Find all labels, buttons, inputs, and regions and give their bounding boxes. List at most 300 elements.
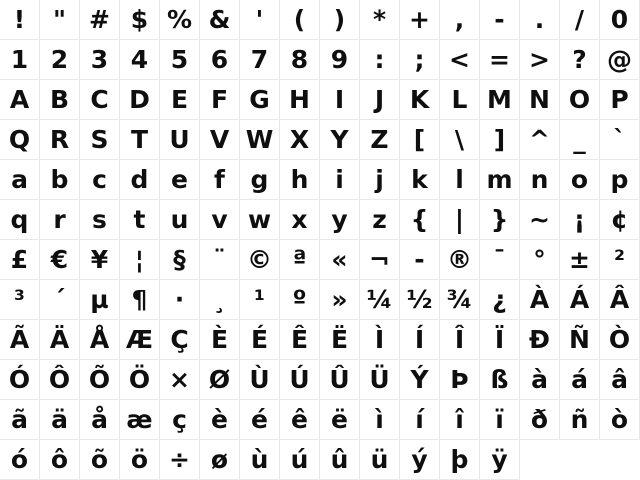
- glyph-cell[interactable]: [80, 360, 120, 400]
- glyph: D: [129, 85, 150, 114]
- glyph: ?: [572, 45, 587, 74]
- glyph-cell[interactable]: [280, 0, 320, 40]
- glyph-cell[interactable]: [360, 240, 400, 280]
- glyph-cell[interactable]: [560, 360, 600, 400]
- glyph-cell[interactable]: [280, 200, 320, 240]
- glyph-cell[interactable]: [520, 0, 560, 40]
- glyph-cell[interactable]: [480, 40, 520, 80]
- glyph-cell[interactable]: [520, 400, 560, 440]
- glyph-cell[interactable]: [120, 400, 160, 440]
- glyph: N: [529, 85, 550, 114]
- glyph-cell[interactable]: [320, 80, 360, 120]
- glyph: â: [611, 365, 628, 394]
- glyph: t: [133, 205, 146, 234]
- glyph-cell[interactable]: [400, 320, 440, 360]
- glyph: (: [293, 5, 306, 34]
- glyph: ×: [169, 365, 190, 394]
- glyph-cell[interactable]: [440, 40, 480, 80]
- glyph-cell[interactable]: [440, 400, 480, 440]
- glyph-cell[interactable]: [120, 320, 160, 360]
- glyph: Á: [569, 285, 590, 314]
- glyph-cell[interactable]: [0, 240, 40, 280]
- glyph: B: [49, 85, 70, 114]
- glyph: #: [89, 5, 110, 34]
- glyph-cell[interactable]: [120, 440, 160, 480]
- glyph-cell[interactable]: [0, 320, 40, 360]
- glyph-cell[interactable]: [80, 280, 120, 320]
- glyph-cell[interactable]: [400, 0, 440, 40]
- glyph: $: [130, 5, 149, 34]
- glyph-cell[interactable]: [40, 400, 80, 440]
- glyph-cell[interactable]: [0, 80, 40, 120]
- glyph-cell[interactable]: [360, 360, 400, 400]
- glyph: E: [170, 85, 189, 114]
- glyph-cell[interactable]: [560, 80, 600, 120]
- glyph-cell[interactable]: [560, 120, 600, 160]
- glyph-cell[interactable]: [440, 240, 480, 280]
- glyph-cell[interactable]: [160, 80, 200, 120]
- glyph-cell[interactable]: [200, 280, 240, 320]
- glyph-cell[interactable]: [600, 80, 640, 120]
- glyph-cell[interactable]: [240, 80, 280, 120]
- glyph-cell[interactable]: [520, 200, 560, 240]
- glyph: ¯: [493, 245, 506, 274]
- glyph: ½: [406, 285, 433, 314]
- glyph: a: [11, 165, 28, 194]
- glyph-cell[interactable]: [560, 40, 600, 80]
- glyph-cell[interactable]: [520, 360, 560, 400]
- glyph-cell[interactable]: [280, 320, 320, 360]
- glyph-cell[interactable]: [240, 320, 280, 360]
- glyph-cell[interactable]: [80, 440, 120, 480]
- glyph-cell[interactable]: [280, 400, 320, 440]
- glyph-cell[interactable]: [160, 320, 200, 360]
- glyph-cell[interactable]: [120, 360, 160, 400]
- glyph: ±: [569, 245, 590, 274]
- glyph-cell[interactable]: [240, 280, 280, 320]
- glyph-cell[interactable]: [600, 240, 640, 280]
- glyph: ù: [250, 445, 269, 474]
- glyph-cell[interactable]: [200, 80, 240, 120]
- glyph-cell[interactable]: [280, 240, 320, 280]
- glyph-cell[interactable]: [40, 280, 80, 320]
- glyph: \: [454, 125, 465, 154]
- glyph: P: [610, 85, 629, 114]
- glyph-cell[interactable]: [40, 320, 80, 360]
- glyph: Z: [370, 125, 389, 154]
- glyph: d: [130, 165, 149, 194]
- glyph-cell[interactable]: [560, 320, 600, 360]
- glyph: 9: [330, 45, 349, 74]
- glyph: u: [170, 205, 189, 234]
- glyph-cell[interactable]: [480, 240, 520, 280]
- glyph: 0: [610, 5, 629, 34]
- glyph: H: [289, 85, 310, 114]
- glyph-cell[interactable]: [320, 280, 360, 320]
- glyph-cell[interactable]: [160, 440, 200, 480]
- glyph-cell[interactable]: [480, 320, 520, 360]
- glyph-cell[interactable]: [600, 40, 640, 80]
- glyph: À: [529, 285, 550, 314]
- glyph: ~: [529, 205, 550, 234]
- glyph-cell[interactable]: [0, 400, 40, 440]
- glyph-cell[interactable]: [40, 200, 80, 240]
- glyph-cell[interactable]: [400, 40, 440, 80]
- glyph: ü: [370, 445, 389, 474]
- glyph: l: [455, 165, 464, 194]
- glyph-cell[interactable]: [480, 160, 520, 200]
- glyph-cell[interactable]: [480, 120, 520, 160]
- glyph-cell[interactable]: [80, 40, 120, 80]
- glyph-cell[interactable]: [120, 120, 160, 160]
- glyph-cell[interactable]: [40, 440, 80, 480]
- glyph-cell[interactable]: [600, 120, 640, 160]
- glyph-cell[interactable]: [280, 360, 320, 400]
- glyph-cell[interactable]: [40, 160, 80, 200]
- glyph-cell[interactable]: [200, 240, 240, 280]
- glyph: ¨: [213, 245, 226, 274]
- glyph-cell[interactable]: [360, 160, 400, 200]
- glyph-cell[interactable]: [440, 0, 480, 40]
- glyph-cell[interactable]: [160, 400, 200, 440]
- glyph: n: [530, 165, 549, 194]
- glyph-cell[interactable]: [480, 200, 520, 240]
- glyph-cell[interactable]: [240, 200, 280, 240]
- glyph-cell[interactable]: [160, 240, 200, 280]
- glyph-cell[interactable]: [560, 200, 600, 240]
- glyph: í: [415, 405, 424, 434]
- glyph-cell[interactable]: [400, 400, 440, 440]
- glyph-cell[interactable]: [40, 240, 80, 280]
- glyph-cell[interactable]: [160, 120, 200, 160]
- glyph: §: [173, 245, 186, 274]
- glyph-cell[interactable]: [480, 280, 520, 320]
- glyph-cell[interactable]: [0, 160, 40, 200]
- glyph: Æ: [125, 325, 154, 354]
- glyph: Ä: [49, 325, 70, 354]
- glyph: X: [289, 125, 310, 154]
- glyph-cell[interactable]: [160, 160, 200, 200]
- glyph-cell[interactable]: [360, 400, 400, 440]
- glyph: ö: [130, 445, 149, 474]
- glyph-cell[interactable]: [520, 160, 560, 200]
- glyph: :: [374, 45, 385, 74]
- glyph-cell[interactable]: [40, 0, 80, 40]
- glyph: È: [210, 325, 229, 354]
- glyph: þ: [450, 445, 469, 474]
- glyph-cell[interactable]: [320, 200, 360, 240]
- glyph: -: [494, 5, 505, 34]
- glyph-cell[interactable]: [160, 0, 200, 40]
- glyph-cell[interactable]: [560, 160, 600, 200]
- glyph-cell[interactable]: [520, 240, 560, 280]
- glyph-cell[interactable]: [160, 40, 200, 80]
- glyph: ¬: [369, 245, 390, 274]
- glyph: ÷: [169, 445, 190, 474]
- glyph: Ù: [249, 365, 270, 394]
- glyph-cell[interactable]: [200, 0, 240, 40]
- glyph-cell[interactable]: [0, 120, 40, 160]
- glyph-cell[interactable]: [40, 80, 80, 120]
- glyph: i: [335, 165, 344, 194]
- glyph-cell[interactable]: [280, 440, 320, 480]
- glyph-cell[interactable]: [360, 200, 400, 240]
- glyph-cell[interactable]: [440, 120, 480, 160]
- glyph: W: [245, 125, 274, 154]
- glyph: x: [291, 205, 308, 234]
- glyph-cell[interactable]: [320, 360, 360, 400]
- glyph: Ý: [410, 365, 429, 394]
- glyph-cell[interactable]: [320, 160, 360, 200]
- glyph: û: [330, 445, 349, 474]
- glyph: ý: [411, 445, 428, 474]
- glyph-cell[interactable]: [200, 320, 240, 360]
- glyph-cell[interactable]: [480, 400, 520, 440]
- glyph: 7: [250, 45, 269, 74]
- glyph-cell[interactable]: [240, 440, 280, 480]
- glyph-cell[interactable]: [120, 280, 160, 320]
- glyph: 2: [50, 45, 69, 74]
- glyph: ð: [530, 405, 549, 434]
- glyph-cell[interactable]: [80, 80, 120, 120]
- glyph: y: [331, 205, 348, 234]
- glyph: [: [413, 125, 426, 154]
- glyph-cell[interactable]: [80, 160, 120, 200]
- glyph: Í: [414, 325, 425, 354]
- glyph: Å: [89, 325, 110, 354]
- glyph-cell[interactable]: [0, 40, 40, 80]
- glyph-cell[interactable]: [400, 280, 440, 320]
- glyph-cell[interactable]: [360, 320, 400, 360]
- glyph-cell[interactable]: [160, 280, 200, 320]
- glyph: Õ: [88, 365, 111, 394]
- glyph-cell[interactable]: [440, 440, 480, 480]
- glyph-cell[interactable]: [240, 0, 280, 40]
- glyph-cell[interactable]: [600, 200, 640, 240]
- glyph-cell[interactable]: [80, 0, 120, 40]
- glyph-cell[interactable]: [560, 240, 600, 280]
- glyph: K: [409, 85, 430, 114]
- glyph: `: [613, 125, 626, 154]
- glyph-cell[interactable]: [360, 440, 400, 480]
- glyph: Ò: [608, 325, 631, 354]
- glyph: %: [166, 5, 193, 34]
- glyph: ¸: [213, 285, 226, 314]
- glyph-cell[interactable]: [440, 200, 480, 240]
- glyph-cell[interactable]: [600, 400, 640, 440]
- glyph: Ö: [128, 365, 151, 394]
- glyph-cell[interactable]: [320, 400, 360, 440]
- glyph-cell[interactable]: [400, 360, 440, 400]
- glyph: q: [10, 205, 29, 234]
- glyph-cell[interactable]: [80, 240, 120, 280]
- glyph-cell[interactable]: [400, 160, 440, 200]
- glyph: ^: [529, 125, 550, 154]
- glyph: A: [9, 85, 30, 114]
- glyph-cell[interactable]: [320, 120, 360, 160]
- glyph-cell[interactable]: [360, 280, 400, 320]
- glyph-cell[interactable]: [600, 280, 640, 320]
- glyph-cell[interactable]: [440, 280, 480, 320]
- glyph-cell[interactable]: [80, 120, 120, 160]
- glyph-cell[interactable]: [240, 160, 280, 200]
- glyph: 3: [90, 45, 109, 74]
- glyph-cell[interactable]: [240, 400, 280, 440]
- glyph-cell[interactable]: [280, 40, 320, 80]
- glyph-cell[interactable]: [400, 120, 440, 160]
- glyph-cell[interactable]: [200, 400, 240, 440]
- glyph-cell[interactable]: [440, 360, 480, 400]
- glyph: ©: [247, 245, 272, 274]
- glyph-cell[interactable]: [80, 400, 120, 440]
- glyph-cell[interactable]: [120, 40, 160, 80]
- glyph-cell[interactable]: [200, 200, 240, 240]
- glyph: *: [372, 5, 387, 34]
- glyph-cell[interactable]: [440, 160, 480, 200]
- glyph-cell[interactable]: [200, 40, 240, 80]
- glyph-cell[interactable]: [0, 200, 40, 240]
- glyph-cell[interactable]: [400, 200, 440, 240]
- glyph-cell[interactable]: [600, 160, 640, 200]
- glyph-cell[interactable]: [0, 280, 40, 320]
- glyph-cell[interactable]: [280, 280, 320, 320]
- glyph-cell[interactable]: [280, 80, 320, 120]
- glyph-cell[interactable]: [280, 120, 320, 160]
- glyph-cell[interactable]: [240, 240, 280, 280]
- glyph: o: [570, 165, 589, 194]
- glyph: ï: [495, 405, 504, 434]
- glyph-cell[interactable]: [320, 0, 360, 40]
- glyph-cell[interactable]: [520, 320, 560, 360]
- glyph-cell[interactable]: [600, 360, 640, 400]
- glyph-cell[interactable]: [480, 80, 520, 120]
- glyph-cell[interactable]: [400, 440, 440, 480]
- glyph: Ë: [330, 325, 349, 354]
- glyph-cell[interactable]: [0, 440, 40, 480]
- glyph-cell[interactable]: [320, 40, 360, 80]
- glyph-cell[interactable]: [200, 160, 240, 200]
- empty-cells-filler: [520, 440, 640, 480]
- glyph: Q: [8, 125, 31, 154]
- glyph: Þ: [450, 365, 469, 394]
- glyph-cell[interactable]: [360, 0, 400, 40]
- glyph: ê: [291, 405, 308, 434]
- glyph: ²: [614, 245, 625, 274]
- glyph: Û: [329, 365, 350, 394]
- glyph: J: [374, 85, 385, 114]
- glyph-cell[interactable]: [320, 240, 360, 280]
- glyph-cell[interactable]: [360, 80, 400, 120]
- glyph-cell[interactable]: [120, 0, 160, 40]
- glyph-cell[interactable]: [400, 80, 440, 120]
- glyph: Ð: [529, 325, 550, 354]
- glyph-cell[interactable]: [360, 120, 400, 160]
- glyph-cell[interactable]: [120, 240, 160, 280]
- glyph: Ü: [369, 365, 390, 394]
- glyph-cell[interactable]: [520, 40, 560, 80]
- glyph-cell[interactable]: [520, 120, 560, 160]
- glyph: Ç: [170, 325, 189, 354]
- glyph-cell[interactable]: [600, 0, 640, 40]
- glyph-cell[interactable]: [80, 200, 120, 240]
- glyph: >: [529, 45, 550, 74]
- glyph: Ô: [48, 365, 71, 394]
- glyph: ì: [375, 405, 384, 434]
- glyph: µ: [90, 285, 109, 314]
- glyph-cell[interactable]: [520, 280, 560, 320]
- glyph-cell[interactable]: [480, 0, 520, 40]
- glyph-cell[interactable]: [120, 80, 160, 120]
- glyph: £: [10, 245, 29, 274]
- glyph-cell[interactable]: [560, 0, 600, 40]
- glyph-cell[interactable]: [120, 160, 160, 200]
- glyph-cell[interactable]: [400, 240, 440, 280]
- glyph: ô: [50, 445, 69, 474]
- glyph: v: [211, 205, 228, 234]
- glyph-cell[interactable]: [560, 400, 600, 440]
- glyph: |: [454, 205, 465, 234]
- glyph: Ñ: [569, 325, 590, 354]
- glyph-cell[interactable]: [40, 120, 80, 160]
- glyph-cell[interactable]: [200, 440, 240, 480]
- glyph: é: [251, 405, 268, 434]
- glyph: Â: [609, 285, 630, 314]
- glyph-cell[interactable]: [320, 320, 360, 360]
- glyph-cell[interactable]: [240, 360, 280, 400]
- glyph: á: [571, 365, 588, 394]
- glyph: å: [91, 405, 108, 434]
- glyph-cell[interactable]: [360, 40, 400, 80]
- glyph-cell[interactable]: [120, 200, 160, 240]
- glyph: r: [53, 205, 66, 234]
- glyph-cell[interactable]: [40, 40, 80, 80]
- glyph-cell[interactable]: [520, 80, 560, 120]
- glyph: z: [372, 205, 387, 234]
- glyph-cell[interactable]: [40, 360, 80, 400]
- glyph-cell[interactable]: [320, 440, 360, 480]
- glyph-cell[interactable]: [480, 360, 520, 400]
- glyph-cell[interactable]: [240, 120, 280, 160]
- glyph: S: [90, 125, 109, 154]
- glyph: è: [211, 405, 228, 434]
- glyph-cell[interactable]: [0, 360, 40, 400]
- glyph-cell[interactable]: [560, 280, 600, 320]
- glyph-cell[interactable]: [440, 320, 480, 360]
- glyph: 4: [130, 45, 149, 74]
- glyph-cell[interactable]: [440, 80, 480, 120]
- glyph: Ê: [290, 325, 309, 354]
- glyph-cell[interactable]: [160, 200, 200, 240]
- glyph-cell[interactable]: [80, 320, 120, 360]
- glyph-cell[interactable]: [0, 0, 40, 40]
- glyph-cell[interactable]: [160, 360, 200, 400]
- glyph: 5: [170, 45, 189, 74]
- glyph: É: [250, 325, 269, 354]
- glyph-cell[interactable]: [480, 440, 520, 480]
- glyph: m: [486, 165, 513, 194]
- glyph: ): [333, 5, 346, 34]
- glyph: I: [334, 85, 345, 114]
- glyph: g: [250, 165, 269, 194]
- glyph-cell[interactable]: [200, 360, 240, 400]
- glyph-cell[interactable]: [280, 160, 320, 200]
- glyph: Ø: [208, 365, 231, 394]
- glyph: î: [455, 405, 464, 434]
- glyph-cell[interactable]: [240, 40, 280, 80]
- glyph-cell[interactable]: [200, 120, 240, 160]
- glyph-cell[interactable]: [600, 320, 640, 360]
- glyph: @: [607, 45, 632, 74]
